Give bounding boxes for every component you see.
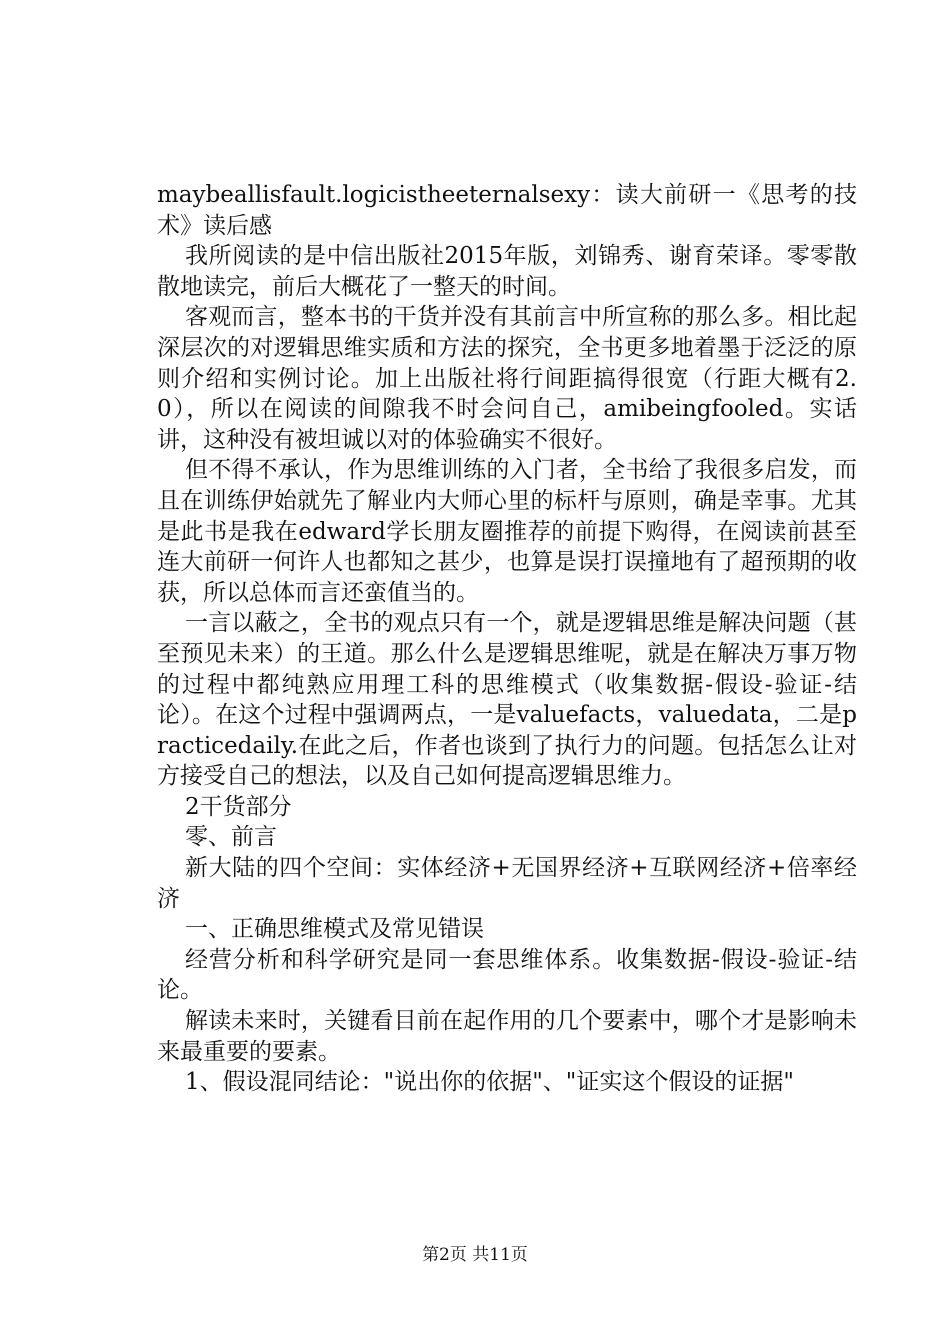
document-body (157, 180, 857, 1098)
paragraph-summary: 一言以蔽之，全书的观点只有一个，就是逻辑思维是解决问题（甚至预见未来）的王道。那么什么是逻辑思维呢，就是在解决万事万物的过程中都纯熟应用理工科的思维模式（收集数据-假设-验证-结论）。在这个过程中强调两点，一是valuefacts，valuedata，二是practicedaily.在此之后，作者也谈到了执行力的问题。包括怎么让对方接受自己的想法，以及自己如何提高逻辑思维力。 (157, 610, 857, 790)
subsection-heading: 一、正确思维模式及常见错误 (185, 916, 484, 943)
paragraph-hypothesis: 1、假设混同结论："说出你的依据"、"证实这个假设的证据" (185, 1069, 794, 1096)
paragraph-objective: 客观而言，整本书的干货并没有其前言中所宣称的那么多。相比起深层次的对逻辑思维实质和方法的探究，全书更多地着墨于泛泛的原则介绍和实例讨论。加上出版社将行间距搞得很宽（行距大概有2.0），所以在阅读的间隙我不时会问自己，amibeingfooled。实话讲，这种没有被坦诚以对的体验确实不很好。 (157, 304, 857, 453)
paragraph-four-spaces: 新大陆的四个空间：实体经济+无国界经济+互联网经济+倍率经济 (157, 855, 857, 912)
document-title: maybeallisfault.logicistheeternalsexy：读大前研一《思考的技术》读后感 (157, 182, 857, 239)
section-heading: 2干货部分 (185, 793, 292, 820)
paragraph-inspiration: 但不得不承认，作为思维训练的入门者，全书给了我很多启发，而且在训练伊始就先了解业内大师心里的标杆与原则，确是幸事。尤其是此书是我在edward学长朋友圈推荐的前提下购得，在阅读前甚至连大前研一何许人也都知之甚少，也算是误打误撞地有了超预期的收获，所以总体而言还蛮值当的。 (157, 457, 857, 606)
subsection-heading: 零、前言 (185, 824, 277, 851)
paragraph-edition: 我所阅读的是中信出版社2015年版，刘锦秀、谢育荣译。零零散散地读完，前后大概花了一整天的时间。 (157, 243, 857, 300)
paragraph-analysis: 经营分析和科学研究是同一套思维体系。收集数据-假设-验证-结论。 (157, 946, 857, 1004)
paragraph-future: 解读未来时，关键看目前在起作用的几个要素中，哪个才是影响未来最重要的要素。 (157, 1008, 857, 1065)
page-number: 第2页 共11页 (422, 1245, 528, 1265)
